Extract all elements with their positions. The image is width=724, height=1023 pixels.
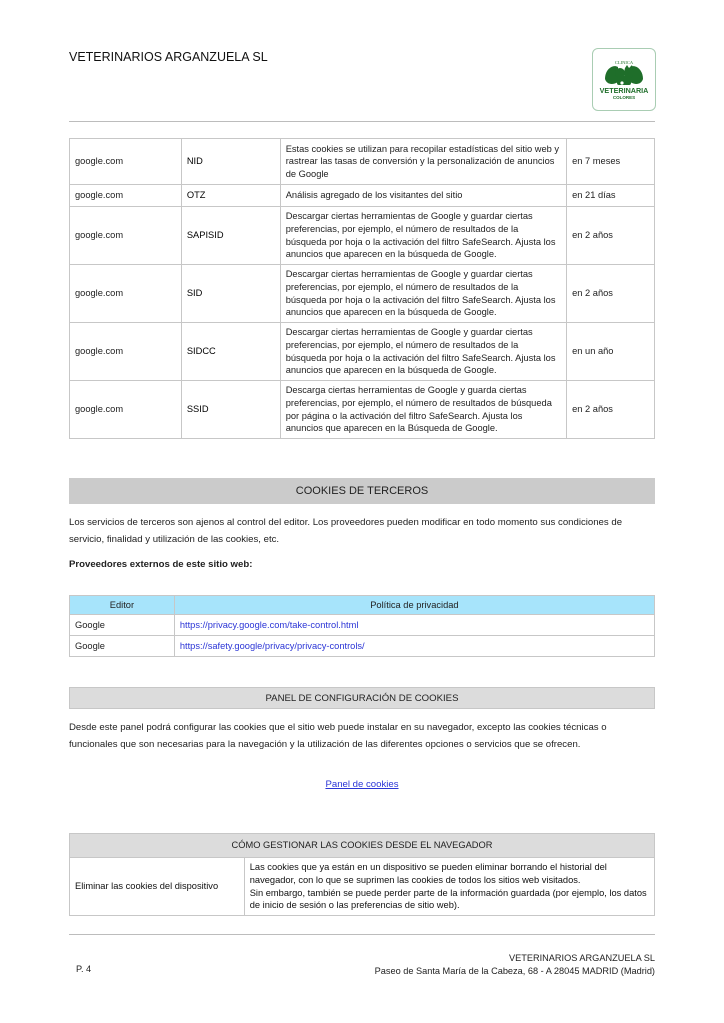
cookie-description: Descargar ciertas herramientas de Google y guardar ciertas preferencias, por ejemplo, el número de resultados de la búsqueda por hoja o la activación del filtro SafeSearch. Ajusta los anuncios que aparecen en la búsqueda de Google. — [280, 265, 566, 323]
cookie-description: Descargar ciertas herramientas de Google y guardar ciertas preferencias, por ejemplo, el número de resultados de la búsqueda por hoja o la activación del filtro SafeSearch. Ajusta los anuncios que aparecen en la búsqueda de Google. — [280, 207, 566, 265]
table-row — [70, 265, 655, 323]
cookie-expiry: en 2 años — [567, 207, 655, 265]
cookie-name: SID — [181, 265, 280, 323]
cookie-domain: google.com — [70, 185, 182, 207]
privacy-policy-link[interactable]: https://safety.google/privacy/privacy-controls/ — [179, 640, 365, 651]
table-row — [70, 323, 655, 381]
cookie-table — [69, 138, 655, 439]
config-panel-paragraph: Desde este panel podrá configurar las cookies que el sitio web puede instalar en su navegador, excepto las cookies técnicas o funcionales que son necesarias para la navegación y la utilización de las diferentes opciones o servicios que se ofrecen. — [69, 722, 607, 750]
table-row — [70, 858, 655, 916]
footer-address: Paseo de Santa María de la Cabeza, 68 - A 28045 MADRID (Madrid) — [374, 966, 655, 976]
provider-editor: Google — [70, 636, 175, 657]
company-title: VETERINARIOS ARGANZUELA SL — [69, 50, 268, 64]
logo-main-text: VETERINARIA — [599, 86, 649, 95]
cookie-expiry: en un año — [567, 323, 655, 381]
cookie-description: Análisis agregado de los visitantes del sitio — [280, 185, 566, 207]
cookie-name: OTZ — [181, 185, 280, 207]
footer-company: VETERINARIOS ARGANZUELA SL — [508, 953, 655, 963]
third-party-paragraph: Los servicios de terceros son ajenos al control del editor. Los proveedores pueden modificar en todo momento sus condiciones de servicio, finalidad y utilización de las cookies, etc. — [69, 517, 623, 545]
cookie-name: SIDCC — [181, 323, 280, 381]
providers-table — [69, 595, 655, 657]
cookie-expiry: en 2 años — [567, 381, 655, 439]
cookie-description: Descarga ciertas herramientas de Google y guarda ciertas preferencias, por ejemplo, el número de resultados de búsqueda por página o la activación del filtro SafeSearch. Ajusta los anuncios que aparecen en la Búsqueda de Google. — [280, 381, 566, 439]
header-divider — [69, 121, 655, 122]
table-row — [70, 139, 655, 185]
column-header-editor: Editor — [70, 596, 175, 615]
logo-sub-text: COLORES — [612, 95, 636, 100]
footer-company-block — [375, 952, 655, 978]
cookie-expiry: en 7 meses — [567, 139, 655, 185]
cookie-description: Estas cookies se utilizan para recopilar estadísticas del sitio web y rastrear las tasas de conversión y la personalización de anuncios de Google — [280, 139, 566, 185]
table-row — [70, 207, 655, 265]
table-header-row — [70, 596, 655, 615]
row-text-2: Sin embargo, también se puede perder parte de la información guardada (por ejemplo, los datos de inicio de sesión o las preferencias de sitio web). — [249, 887, 647, 911]
cookie-expiry: en 21 días — [567, 185, 655, 207]
cookie-name: SAPISID — [181, 207, 280, 265]
cookie-domain: google.com — [70, 323, 182, 381]
providers-heading: Proveedores externos de este sitio web: — [69, 559, 253, 570]
cookie-panel-link[interactable]: Panel de cookies — [325, 779, 399, 790]
cookie-domain: google.com — [70, 265, 182, 323]
cookie-name: NID — [181, 139, 280, 185]
table-row — [70, 615, 655, 636]
dog-cat-logo-icon — [593, 49, 655, 110]
browser-management-table — [69, 833, 655, 916]
cookie-description: Descargar ciertas herramientas de Google y guardar ciertas preferencias, por ejemplo, el número de resultados de la búsqueda por hoja o la activación del filtro SafeSearch. Ajusta los anuncios que aparecen en la búsqueda de Google. — [280, 323, 566, 381]
table-row — [70, 381, 655, 439]
clinic-logo — [592, 48, 656, 111]
column-header-privacy-policy: Política de privacidad — [174, 596, 654, 615]
cookie-domain: google.com — [70, 207, 182, 265]
row-text-1: Las cookies que ya están en un dispositivo se pueden eliminar borrando el historial del navegador, con lo que se suprimen las cookies de todos los sitios web visitados. — [249, 862, 607, 885]
footer-divider — [69, 934, 655, 935]
third-party-section-title: COOKIES DE TERCEROS — [69, 478, 655, 504]
cookie-domain: google.com — [70, 381, 182, 439]
row-label: Eliminar las cookies del dispositivo — [70, 858, 245, 916]
browser-management-title: CÓMO GESTIONAR LAS COOKIES DESDE EL NAVEGADOR — [70, 834, 655, 858]
config-panel-title: PANEL DE CONFIGURACIÓN DE COOKIES — [69, 687, 655, 709]
logo-top-text: CLINICA — [614, 60, 634, 65]
provider-editor: Google — [70, 615, 175, 636]
cookie-expiry: en 2 años — [567, 265, 655, 323]
page-number: P. 4 — [76, 964, 92, 974]
table-row — [70, 636, 655, 657]
table-row — [70, 185, 655, 207]
privacy-policy-link[interactable]: https://privacy.google.com/take-control.html — [179, 619, 359, 630]
row-description — [244, 858, 654, 916]
table-header-row — [70, 834, 655, 858]
cookie-name: SSID — [181, 381, 280, 439]
cookie-domain: google.com — [70, 139, 182, 185]
